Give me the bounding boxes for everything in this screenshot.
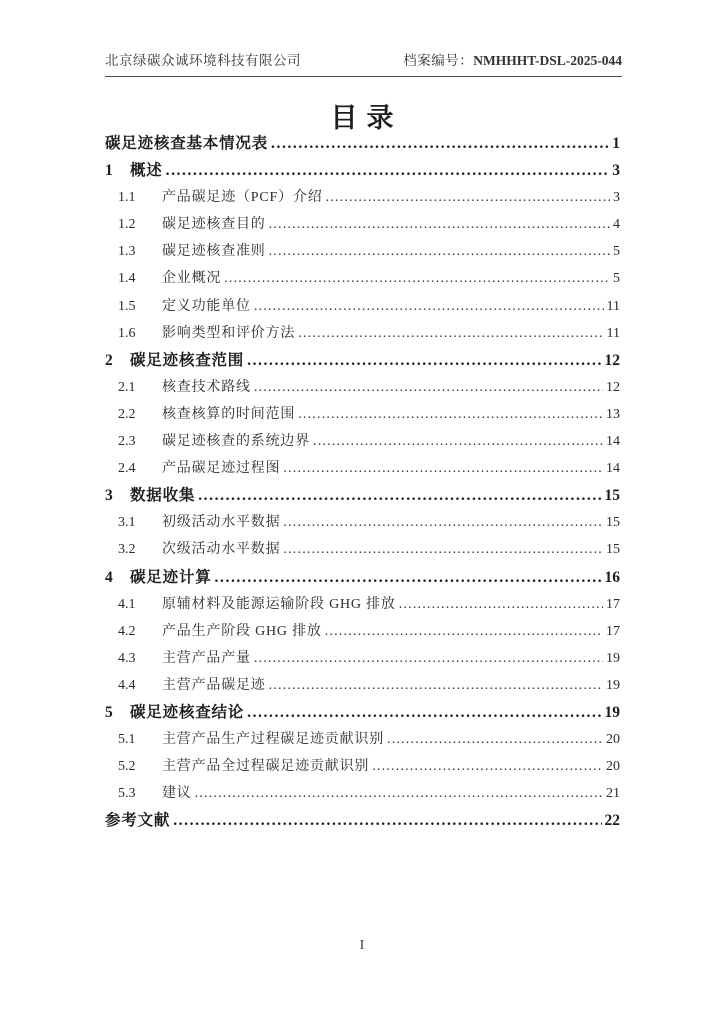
toc-entry-number: 1.2 xyxy=(118,217,136,233)
toc-leader-dots xyxy=(283,536,603,563)
toc-entry-page: 19 xyxy=(604,703,620,721)
toc-entry-label: 原辅材料及能源运输阶段 GHG 排放 xyxy=(162,596,396,612)
toc-entry-number: 4.1 xyxy=(118,596,136,612)
archive-number-label: 档案编号： xyxy=(403,53,474,68)
toc-entry-page: 1 xyxy=(612,135,620,152)
toc-entry-number: 2.4 xyxy=(118,461,136,477)
toc-entry[interactable] xyxy=(105,347,620,374)
toc-entry-number: 5.2 xyxy=(118,759,136,775)
toc-entry[interactable] xyxy=(105,238,620,265)
toc-entry-number: 4.3 xyxy=(118,650,136,666)
toc-leader-dots xyxy=(254,645,603,672)
toc-leader-dots xyxy=(215,564,602,591)
toc-entry-page: 16 xyxy=(604,568,620,586)
toc-leader-dots xyxy=(254,374,603,401)
toc-leader-dots xyxy=(224,265,610,292)
toc-leader-dots xyxy=(198,482,601,509)
toc-entry-page: 14 xyxy=(606,434,620,450)
toc-entry-number: 2 xyxy=(105,351,113,369)
toc-entry-page: 15 xyxy=(606,542,620,558)
toc-entry-page: 17 xyxy=(606,596,620,612)
toc-entry-page: 15 xyxy=(604,487,620,505)
toc-entry-label: 产品生产阶段 GHG 排放 xyxy=(162,623,322,639)
toc-leader-dots xyxy=(269,238,610,265)
archive-number-value: NMHHHT-DSL-2025-044 xyxy=(473,53,622,68)
toc-title: 目录 xyxy=(330,103,403,133)
company-name: 北京绿碳众诚环境科技有限公司 xyxy=(105,53,301,68)
toc-entry[interactable] xyxy=(105,618,620,645)
toc-entry-page: 19 xyxy=(606,650,620,666)
toc-entry[interactable] xyxy=(105,184,620,211)
toc-entry-label: 企业概况 xyxy=(162,271,222,287)
toc-entry-page: 11 xyxy=(606,298,620,314)
toc-entry[interactable] xyxy=(105,482,620,509)
toc-entry[interactable] xyxy=(105,211,620,238)
toc-entry[interactable] xyxy=(105,130,620,157)
toc-entry-label: 产品碳足迹（PCF）介绍 xyxy=(162,190,323,206)
toc-entry-page: 20 xyxy=(606,732,620,748)
toc-entry[interactable] xyxy=(105,509,620,536)
toc-entry-number: 4.4 xyxy=(118,677,136,693)
toc-entry-page: 12 xyxy=(606,379,620,395)
page-number-footer: I xyxy=(359,938,365,953)
toc-entry-label: 核查核算的时间范围 xyxy=(162,406,296,422)
toc-entry-page: 22 xyxy=(604,812,620,830)
toc-leader-dots xyxy=(195,780,603,807)
toc-entry[interactable] xyxy=(105,591,620,618)
toc-entry-label: 数据收集 xyxy=(130,487,196,505)
toc-leader-dots xyxy=(298,320,603,347)
toc-entry-label: 次级活动水平数据 xyxy=(162,542,281,558)
toc-leader-dots xyxy=(399,591,603,618)
toc-leader-dots xyxy=(387,726,603,753)
toc-leader-dots xyxy=(173,807,601,834)
toc-leader-dots xyxy=(247,699,601,726)
toc-entry[interactable] xyxy=(105,645,620,672)
toc-entry-label: 概述 xyxy=(130,162,163,180)
toc-entry-number: 2.3 xyxy=(118,434,136,450)
toc-entry-label: 初级活动水平数据 xyxy=(162,515,281,531)
toc-entry[interactable] xyxy=(105,455,620,482)
toc-entry-page: 13 xyxy=(606,406,620,422)
toc-entry-label: 碳足迹核查范围 xyxy=(130,351,245,369)
toc-entry-number: 5 xyxy=(105,703,113,721)
toc-entry-label: 碳足迹核查结论 xyxy=(130,703,245,721)
toc-entry-label: 参考文献 xyxy=(105,812,171,830)
toc-entry-number: 1 xyxy=(105,162,113,180)
toc-entry-number: 4 xyxy=(105,568,113,586)
toc-leader-dots xyxy=(166,157,610,184)
toc-entry[interactable] xyxy=(105,401,620,428)
toc-leader-dots xyxy=(325,618,603,645)
toc-entry-label: 碳足迹计算 xyxy=(130,568,212,586)
toc-entry-page: 14 xyxy=(606,461,620,477)
toc-entry[interactable] xyxy=(105,780,620,807)
toc-entry[interactable] xyxy=(105,265,620,292)
toc-entry-label: 主营产品全过程碳足迹贡献识别 xyxy=(162,759,370,775)
toc-leader-dots xyxy=(313,428,603,455)
toc-entry-label: 影响类型和评价方法 xyxy=(162,325,296,341)
toc-entry-number: 2.2 xyxy=(118,406,136,422)
toc-entry-number: 1.5 xyxy=(118,298,136,314)
toc-entry-number: 1.3 xyxy=(118,244,136,260)
toc-leader-dots xyxy=(271,130,609,157)
toc-entry-page: 11 xyxy=(606,325,620,341)
toc-entry-label: 核查技术路线 xyxy=(162,379,251,395)
toc-entry-number: 1.4 xyxy=(118,271,136,287)
toc-entry-number: 5.1 xyxy=(118,732,136,748)
toc-entry-page: 3 xyxy=(613,190,620,206)
toc-leader-dots xyxy=(372,753,603,780)
toc-entry[interactable] xyxy=(105,320,620,347)
toc-entry-label: 主营产品产量 xyxy=(162,650,251,666)
toc-entry-label: 碳足迹核查的系统边界 xyxy=(162,434,310,450)
toc-entry-number: 3.2 xyxy=(118,542,136,558)
toc-entry-number: 1.1 xyxy=(118,190,136,206)
toc-entry-label: 主营产品生产过程碳足迹贡献识别 xyxy=(162,732,384,748)
toc-leader-dots xyxy=(254,293,604,320)
toc-entry-page: 5 xyxy=(613,244,620,260)
toc-entry-label: 碳足迹核查目的 xyxy=(162,217,266,233)
toc-leader-dots xyxy=(269,211,610,238)
toc-leader-dots xyxy=(298,401,603,428)
toc-entry[interactable] xyxy=(105,699,620,726)
toc-entry-page: 21 xyxy=(606,786,620,802)
toc-entry[interactable] xyxy=(105,726,620,753)
toc-entry-page: 20 xyxy=(606,759,620,775)
toc-entry[interactable] xyxy=(105,428,620,455)
toc-entry-label: 碳足迹核查基本情况表 xyxy=(105,135,269,152)
toc-entry-label: 主营产品碳足迹 xyxy=(162,677,266,693)
toc-entry[interactable] xyxy=(105,753,620,780)
toc-entry-page: 17 xyxy=(606,623,620,639)
toc-entry[interactable] xyxy=(105,374,620,401)
toc-entry-label: 产品碳足迹过程图 xyxy=(162,461,281,477)
toc-entry-label: 碳足迹核查准则 xyxy=(162,244,266,260)
toc-leader-dots xyxy=(283,509,603,536)
toc-entry-label: 建议 xyxy=(162,786,192,802)
toc-entry[interactable] xyxy=(105,293,620,320)
page-header xyxy=(105,49,622,77)
toc-entry-page: 3 xyxy=(612,162,620,180)
table-of-contents xyxy=(105,130,620,834)
toc-entry-page: 4 xyxy=(613,217,620,233)
toc-entry-number: 4.2 xyxy=(118,623,136,639)
toc-entry[interactable] xyxy=(105,157,620,184)
toc-entry[interactable] xyxy=(105,807,620,834)
toc-entry-page: 5 xyxy=(613,271,620,287)
toc-leader-dots xyxy=(269,672,603,699)
toc-leader-dots xyxy=(326,184,610,211)
toc-entry-number: 3.1 xyxy=(118,515,136,531)
toc-leader-dots xyxy=(283,455,603,482)
toc-entry-page: 19 xyxy=(606,677,620,693)
toc-entry[interactable] xyxy=(105,564,620,591)
toc-entry[interactable] xyxy=(105,536,620,563)
toc-entry-number: 2.1 xyxy=(118,379,136,395)
toc-entry[interactable] xyxy=(105,672,620,699)
toc-entry-number: 5.3 xyxy=(118,786,136,802)
toc-leader-dots xyxy=(247,347,601,374)
toc-entry-page: 12 xyxy=(604,351,620,369)
toc-entry-label: 定义功能单位 xyxy=(162,298,251,314)
toc-entry-number: 1.6 xyxy=(118,325,136,341)
toc-entry-number: 3 xyxy=(105,487,113,505)
archive-number xyxy=(403,49,622,69)
toc-entry-page: 15 xyxy=(606,515,620,531)
